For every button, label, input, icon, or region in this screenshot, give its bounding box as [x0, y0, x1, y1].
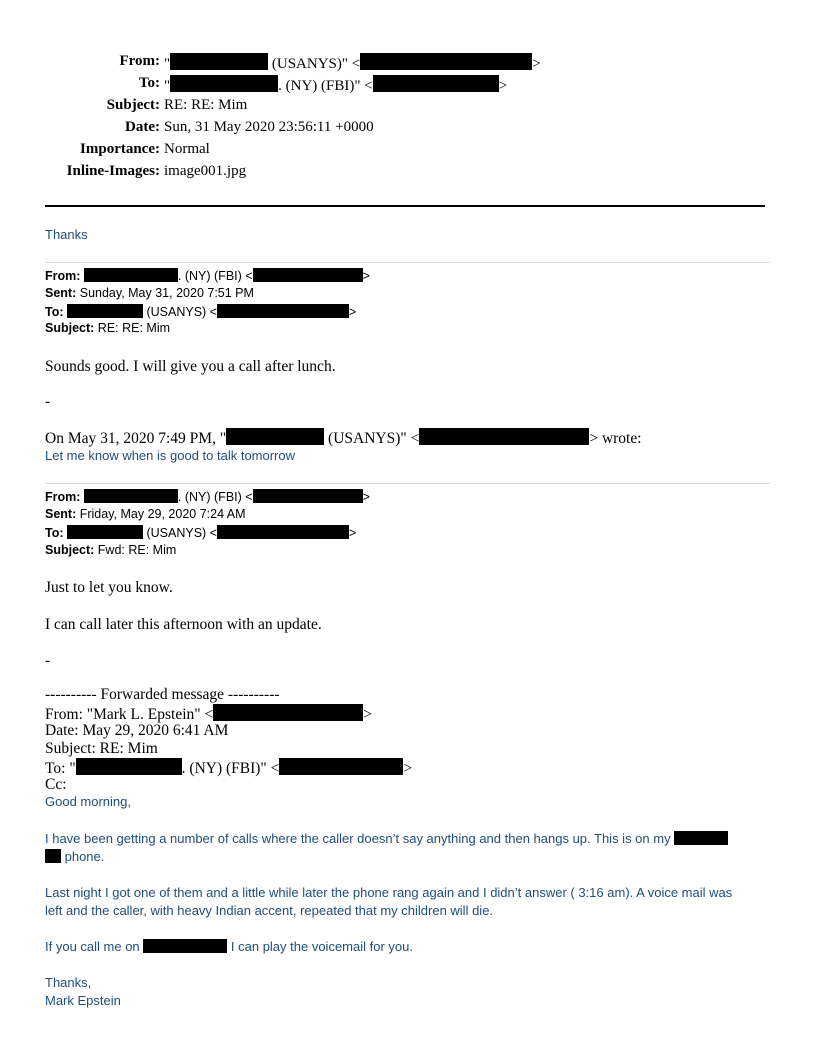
msg1-to-line: To: (USANYS) < > — [45, 305, 357, 319]
redaction-box — [67, 304, 143, 318]
redaction-box — [674, 831, 728, 845]
subject-label: Subject: — [106, 97, 160, 113]
msg2-to-line: To: (USANYS) < > — [45, 526, 357, 540]
msg2-dash: - — [45, 652, 51, 669]
redaction-box — [419, 428, 589, 445]
importance-label: Importance: — [80, 141, 160, 157]
quote-intro: On May 31, 2020 7:49 PM, " (USANYS)" < > wrote: — [45, 430, 642, 447]
paragraph-3: If you call me on I can play the voicemail for you. — [45, 939, 413, 954]
message-divider — [45, 262, 770, 263]
msg2-body-2: I can call later this afternoon with an update. — [45, 616, 322, 633]
forwarded-subject-line: Subject: RE: Mim — [45, 740, 158, 757]
redaction-box — [226, 428, 324, 445]
redaction-box — [67, 525, 143, 539]
reply-body: Thanks — [45, 227, 88, 242]
paragraph-1-line-2: phone. — [45, 849, 104, 864]
quote-body: Let me know when is good to talk tomorrow — [45, 448, 296, 463]
date-value: Sun, 31 May 2020 23:56:11 +0000 — [164, 119, 374, 135]
subject-value: RE: RE: Mim — [164, 97, 248, 113]
redaction-box — [253, 268, 363, 282]
paragraph-1-line-1: I have been getting a number of calls where the caller doesn’t say anything and then hangs up. This is on my — [45, 831, 728, 846]
msg2-body-1: Just to let you know. — [45, 579, 173, 596]
redaction-box — [170, 53, 268, 70]
signoff: Thanks, — [45, 975, 92, 990]
redaction-box — [373, 75, 499, 92]
from-value: " (USANYS)" < > — [164, 53, 541, 73]
header-divider — [45, 205, 765, 207]
to-label: To: — [138, 75, 160, 91]
msg2-subject-line: Subject: Fwd: RE: Mim — [45, 543, 177, 557]
importance-value: Normal — [164, 141, 210, 157]
forwarded-cc-line: Cc: — [45, 776, 67, 793]
redaction-box — [360, 53, 532, 70]
redaction-box — [143, 939, 227, 953]
msg2-sent-line: Sent: Friday, May 29, 2020 7:24 AM — [45, 507, 246, 521]
paragraph-2-line-1: Last night I got one of them and a little while later the phone rang again and I didn’t answer ( 3:16 am). A voice mail was — [45, 885, 733, 900]
msg1-sent-line: Sent: Sunday, May 31, 2020 7:51 PM — [45, 286, 254, 300]
redaction-box — [213, 704, 363, 721]
message-divider — [45, 483, 770, 484]
paragraph-2-line-2: left and the caller, with heavy Indian accent, repeated that my children will die. — [45, 903, 494, 918]
forwarded-to-line: To: " . (NY) (FBI)" < > — [45, 760, 413, 777]
redaction-box — [76, 758, 182, 775]
date-label: Date: — [125, 119, 160, 135]
msg1-subject-line: Subject: RE: RE: Mim — [45, 321, 171, 335]
redaction-box — [45, 849, 61, 863]
signature: Mark Epstein — [45, 993, 121, 1008]
inline-images-value: image001.jpg — [164, 163, 247, 179]
msg1-body: Sounds good. I will give you a call after lunch. — [45, 358, 336, 375]
forwarded-from-line: From: "Mark L. Epstein" < > — [45, 706, 372, 723]
redaction-box — [279, 758, 403, 775]
forwarded-date-line: Date: May 29, 2020 6:41 AM — [45, 722, 229, 739]
redaction-box — [217, 525, 349, 539]
inline-images-label: Inline-Images: — [66, 163, 160, 179]
redaction-box — [84, 489, 178, 503]
greeting: Good morning, — [45, 794, 131, 809]
forwarded-banner: ---------- Forwarded message ---------- — [45, 686, 280, 703]
msg1-from-line: From: . (NY) (FBI) < > — [45, 269, 370, 283]
redaction-box — [253, 489, 363, 503]
msg2-from-line: From: . (NY) (FBI) < > — [45, 490, 370, 504]
redaction-box — [217, 304, 349, 318]
msg1-dash: - — [45, 393, 51, 410]
redaction-box — [170, 75, 278, 92]
from-label: From: — [119, 53, 160, 69]
to-value: " . (NY) (FBI)" < > — [164, 75, 507, 95]
redaction-box — [84, 268, 178, 282]
